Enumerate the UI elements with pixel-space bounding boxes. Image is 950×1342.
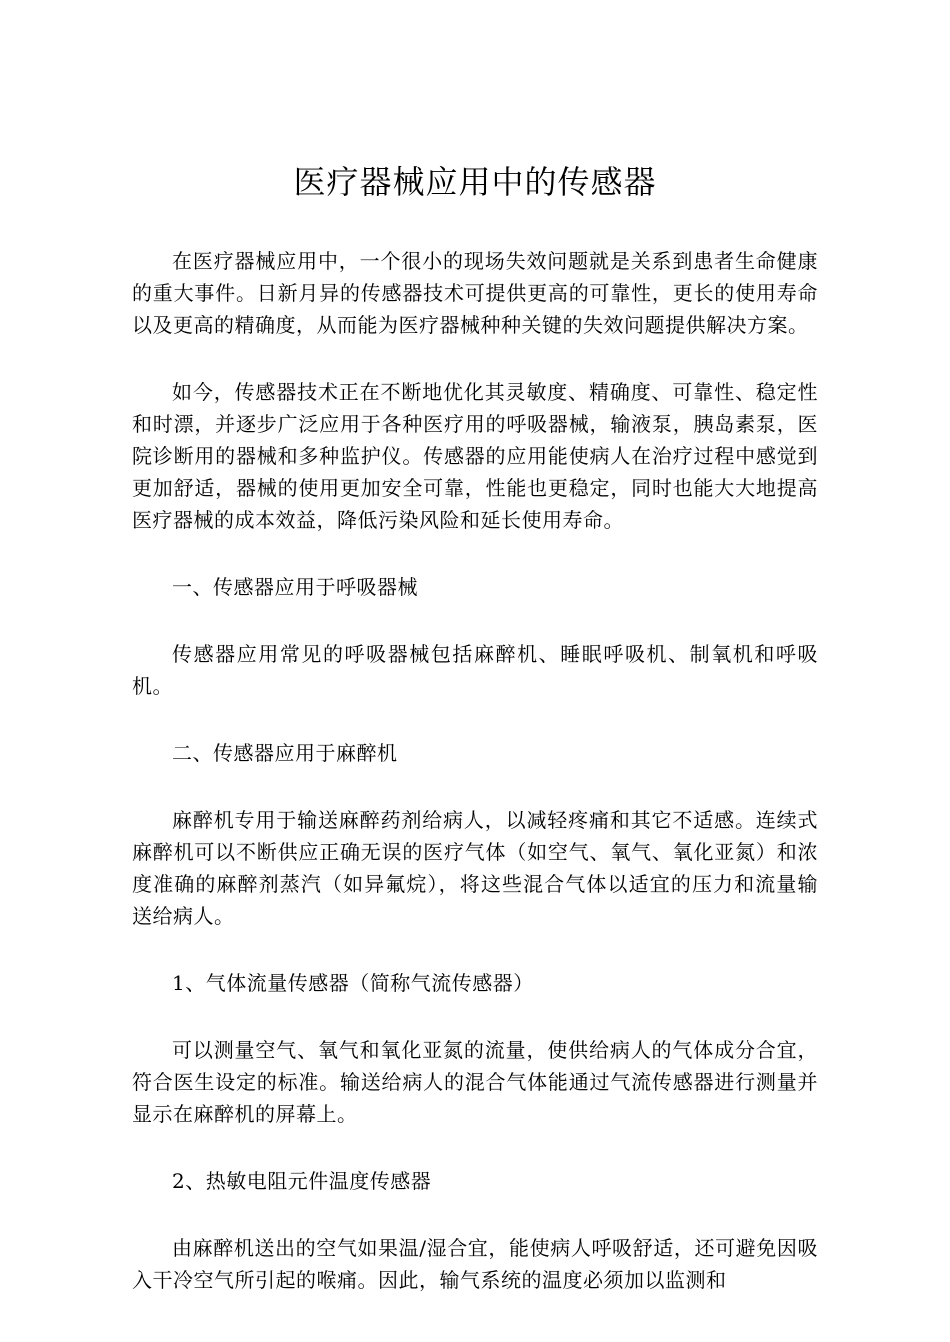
document-title: 医疗器械应用中的传感器 (293, 163, 657, 201)
paragraph-anesthesia: 麻醉机专用于输送麻醉药剂给病人，以减轻疼痛和其它不适感。连续式麻醉机可以不断供应正确无误的医疗气体（如空气、氧气、氧化亚氮）和浓度准确的麻醉剂蒸汽（如异氟烷），将这些混合气体以适宜的压力和流量输送给病人。 (132, 808, 818, 928)
paragraph-flow-sensor: 可以测量空气、氧气和氧化亚氮的流量，使供给病人的气体成分合宜，符合医生设定的标准。输送给病人的混合气体能通过气流传感器进行测量并显示在麻醉机的屏幕上。 (132, 1038, 818, 1126)
paragraph-thermistor: 由麻醉机送出的空气如果温/湿合宜，能使病人呼吸舒适，还可避免因吸入干冷空气所引起的喉痛。因此，输气系统的温度必须加以监测和 (132, 1236, 818, 1292)
subsection-heading-thermistor: 2、热敏电阻元件温度传感器 (172, 1169, 432, 1193)
paragraph-breathing: 传感器应用常见的呼吸器械包括麻醉机、睡眠呼吸机、制氧机和呼吸机。 (132, 642, 818, 698)
section-heading-anesthesia: 二、传感器应用于麻醉机 (172, 741, 398, 765)
subsection-heading-flow-sensor: 1、气体流量传感器（简称气流传感器） (172, 971, 534, 995)
document-body (132, 245, 818, 1331)
section-heading-breathing: 一、传感器应用于呼吸器械 (172, 575, 418, 599)
paragraph-overview: 如今，传感器技术正在不断地优化其灵敏度、精确度、可靠性、稳定性和时漂，并逐步广泛应用于各种医疗用的呼吸器械，输液泵，胰岛素泵，医院诊断用的器械和多种监护仪。传感器的应用能使病人在治疗过程中感觉到更加舒适，器械的使用更加安全可靠，性能也更稳定，同时也能大大地提高医疗器械的成本效益，降低污染风险和延长使用寿命。 (132, 380, 818, 532)
paragraph-intro: 在医疗器械应用中，一个很小的现场失效问题就是关系到患者生命健康的重大事件。日新月异的传感器技术可提供更高的可靠性，更长的使用寿命以及更高的精确度，从而能为医疗器械种种关键的失效问题提供解决方案。 (132, 249, 818, 337)
